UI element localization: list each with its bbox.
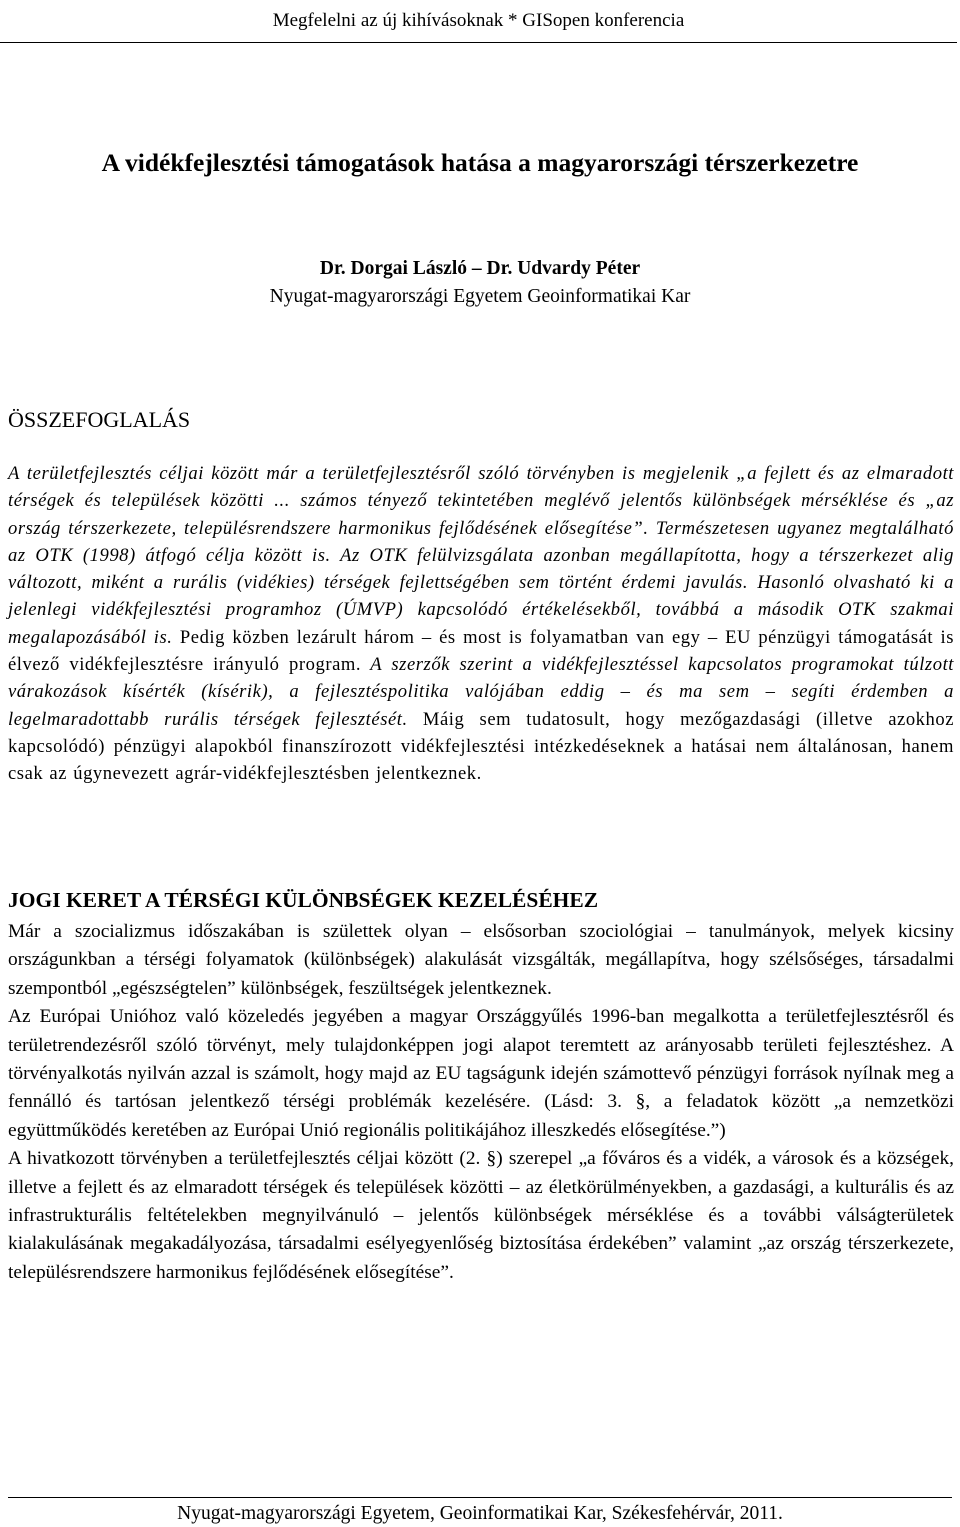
summary-sentence-5: A szerzők szerint a vidékfejlesztéssel kapcsolatos programokat túlzott várakozások kísérték (kísérik), a fejlesztéspolitika valójában eddig – és ma sem – segíti érdemben a legelmaradottabb rurális térségek fejlesztését.	[8, 654, 954, 730]
author-names: Dr. Dorgai László – Dr. Udvardy Péter	[319, 258, 641, 279]
paper-title: A vidékfejlesztési támogatások hatása a magyarországi térszerkezetre	[101, 148, 859, 177]
page-footer: Nyugat-magyarországi Egyetem, Geoinformatikai Kar, Székesfehérvár, 2011.	[177, 1503, 783, 1524]
summary-paragraph	[8, 460, 954, 788]
body-paragraph: A hivatkozott törvényben a területfejlesztés céljai között (2. §) szerepel „a főváros és a vidék, a városok és a községek, illetve a fejlett és az elmaradott térségek és települések közötti – az életkörülményekben, a gazdasági, a kulturális és az infrastrukturális feltételekben megnyilvánuló – jelentős különbségek mérséklése és a további válságterületek kialakulásának megakadályozása, társadalmi esélyegyenlőség biztosítása érdekében” valamint „az ország térszerkezete, településrendszere harmonikus fejlődésének elősegítése”.	[8, 1148, 954, 1283]
footer-divider	[8, 1497, 952, 1498]
running-header-title: Megfelelni az új kihívásoknak * GISopen konferencia	[272, 10, 685, 31]
body-paragraph: Az Európai Unióhoz való közeledés jegyében a magyar Országgyűlés 1996-ban megalkotta a területfejlesztésről és területrendezésről szóló törvényt, mely tulajdonképpen jogi alapot teremtett az arányosabb területi fejlesztéshez. A törvényalkotás nyilván azzal is számolt, hogy majd az EU tagságunk idején számottevő pénzügyi források nyílnak meg a fennálló és tartósan jelentkező térségi problémák kezelésére. (Lásd: 3. §, a feladatok között „a nemzetközi együttműködés keretében az Európai Unió regionális politikájához illeszkedés elősegítése.”)	[8, 1006, 954, 1141]
author-affiliation: Nyugat-magyarországi Egyetem Geoinformatikai Kar	[269, 286, 691, 307]
author-block	[0, 255, 960, 311]
summary-sentence-1: A területfejlesztés céljai között már a területfejlesztésről szóló törvényben is megjelenik „a fejlett és az elmaradott térségek és települések közötti ... számos tényező tekintetében meglévő jelentős különbségek mérséklése és „az ország térszerkezete, településrendszere harmonikus fejlődésének elősegítése”. Természetesen ugyanez megtalálható az OTK (1998) átfogó célja között is.	[8, 463, 954, 566]
summary-sentence-2: Az OTK felülvizsgálata azonban megállapította, hogy a térszerkezet alig változott, miként a rurális (vidékies) térségek fejlettségében sem történt érdemi javulás.	[8, 544, 954, 594]
legal-framework-heading: JOGI KERET A TÉRSÉGI KÜLÖNBSÉGEK KEZELÉSÉHEZ	[8, 888, 599, 912]
summary-heading: ÖSSZEFOGLALÁS	[8, 407, 191, 432]
summary-sentence-3: Hasonló olvasható ki a jelenlegi vidékfejlesztési programhoz (ÚMVP) kapcsolódó értékelésekből, továbbá a második OTK szakmai megalapozásából is.	[8, 572, 954, 648]
running-header	[0, 0, 957, 43]
legal-framework-body	[8, 918, 954, 1287]
summary-sentence-4: Pedig közben lezárult három – és most is folyamatban van egy – EU pénzügyi támogatását is élvező vidékfejlesztésre irányuló program.	[8, 626, 955, 676]
body-paragraph: Már a szocializmus időszakában is születtek olyan – elsősorban szociológiai – tanulmányok, melyek kicsiny országunkban a térségi folyamatok (különbségek) alakulását vizsgálták, megállapítva, hogy szélsőséges, társadalmi szempontból „egészségtelen” különbségek, feszültségek jelentkeznek.	[8, 921, 954, 999]
summary-sentence-6: Máig sem tudatosult, hogy mezőgazdasági (illetve azokhoz kapcsolódó) pénzügyi alapokból finanszírozott vidékfejlesztési intézkedéseknek a hatásai nem általánosan, hanem csak az úgynevezett agrár-vidékfejlesztésben jelentkeznek.	[8, 708, 955, 785]
